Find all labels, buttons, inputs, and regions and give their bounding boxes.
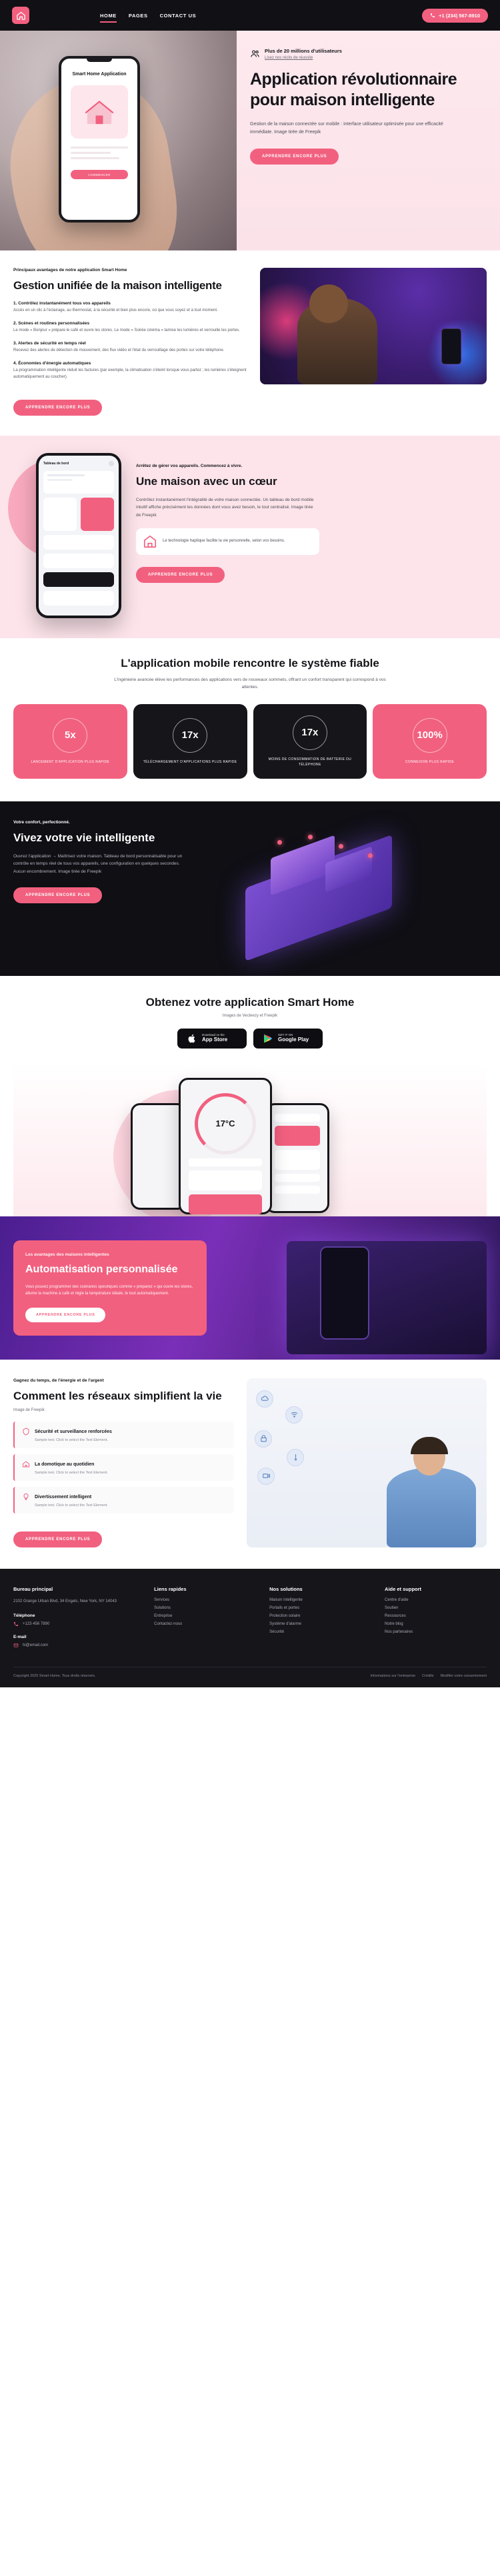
- networks-title: Comment les réseaux simplifient la vie: [13, 1389, 222, 1402]
- comfort-paragraph: Contrôlez instantanément l'intégralité de votre maison connectée. Un tableau de bord mobile intuitif affiche précisément les données dont vous avez besoin, le tout centralisé. Image tirée de Freepik: [136, 497, 314, 518]
- hero-image: [0, 31, 237, 250]
- living-paragraph: Ouvrez l'application → Maîtrisez votre maison. Tableau de bord personnalisable pour un contrôle en temps réel de tous vos appareils, une configuration en quelques secondes. Aucun encombrement. Image tirée de Freepik: [13, 854, 183, 874]
- accordion-title: Sécurité et surveillance renforcées: [35, 1429, 112, 1434]
- house-icon: [84, 99, 115, 125]
- google-play-button[interactable]: [253, 1029, 323, 1049]
- footer-link[interactable]: Solutions: [154, 1606, 171, 1611]
- comfort-content: [136, 453, 487, 618]
- stat-value: 5x: [53, 718, 87, 753]
- phone-card: [43, 471, 114, 494]
- footer-link[interactable]: Contactez-nous: [154, 1622, 183, 1627]
- footer-link[interactable]: Centre d'aide: [385, 1598, 409, 1603]
- footer-link[interactable]: Services: [154, 1598, 170, 1603]
- phone-header: [43, 461, 114, 466]
- features-cta-button[interactable]: APPRENDRE ENCORE PLUS: [13, 400, 102, 416]
- stats-section: [0, 638, 500, 801]
- stat-label: CONNEXION PLUS RAPIDE: [405, 759, 455, 764]
- feature-heading: 4. Économies d'énergie automatiques: [13, 360, 91, 366]
- footer-link[interactable]: Protection solaire: [269, 1614, 301, 1619]
- copyright-text: Copyright 2025 Smart Home. Tous droits réservés.: [13, 1673, 96, 1678]
- stat-label: LANCEMENT D'APPLICATION PLUS RAPIDE: [31, 759, 110, 764]
- showcase-row: [189, 1158, 262, 1166]
- wifi-icon: [285, 1406, 303, 1424]
- thermostat-icon: [287, 1449, 304, 1466]
- phone-avatar-dot: [109, 461, 114, 466]
- automation-paragraph: Vous pouvez programmer des scénarios spécifiques comme « préparez » qui ouvre les stores, allume la machine à café et règle la température idéale, le tout automatiquement.: [25, 1284, 193, 1296]
- app-store-small-label: Download on the: [202, 1033, 225, 1037]
- comfort-phone-mockup: [36, 453, 121, 618]
- phone-screen-title: Tableau de bord: [43, 461, 69, 466]
- isometric-house-illustration: [225, 820, 487, 953]
- comfort-eyebrow: Arrêtez de gérer vos appareils. Commencez à vivre.: [136, 463, 243, 468]
- feature-item: [13, 301, 248, 314]
- footer-column-support: [385, 1586, 487, 1652]
- site-footer: [0, 1569, 500, 1687]
- footer-link[interactable]: Ressources: [385, 1614, 406, 1619]
- features-title: Gestion unifiée de la maison intelligente: [13, 279, 222, 292]
- feature-item: [13, 341, 248, 354]
- hero-section: [0, 31, 500, 250]
- phone-notch: [87, 59, 112, 62]
- showcase-row: [275, 1186, 320, 1194]
- phone-row-dark: [43, 572, 114, 587]
- hero-phone-lines: [71, 147, 128, 159]
- stats-subtitle: L'ingénierie avancée élève les performances des applications vers de nouveaux sommets, offrant un confort transparent qui correspond à vos attentes.: [114, 677, 386, 689]
- features-photo: [260, 268, 487, 384]
- features-eyebrow: Principaux avantages de notre application Smart Home: [13, 268, 127, 272]
- main-nav: [100, 13, 196, 19]
- networks-credit[interactable]: Image de Freepik: [13, 1408, 45, 1413]
- networks-section: [0, 1360, 500, 1569]
- hero-content: [237, 31, 500, 250]
- accordion-item-security[interactable]: [13, 1422, 233, 1448]
- footer-column-quick-links: [154, 1586, 256, 1652]
- floating-icons: [253, 1390, 320, 1490]
- person-hair: [411, 1437, 448, 1454]
- camera-icon: [257, 1468, 275, 1485]
- footer-bottom: [13, 1667, 487, 1687]
- app-showcase: [13, 1063, 487, 1216]
- feature-item: [13, 321, 248, 334]
- stat-card: [253, 704, 367, 779]
- person-photo: [381, 1421, 481, 1547]
- phone-icon: [13, 1621, 19, 1627]
- feature-text: La programmation intelligente réduit les factures (par exemple, la climatisation s'éteint lorsque vous partez ; les lumières s'éteignent automatiquement au coucher).: [13, 368, 247, 379]
- hero-phone-artwork: [71, 85, 128, 139]
- networks-image: [247, 1378, 487, 1547]
- comfort-note-card: [136, 528, 319, 555]
- showcase-tile: [275, 1150, 320, 1170]
- living-eyebrow: Votre confort, perfectionné.: [13, 819, 70, 825]
- app-store-label: App Store: [202, 1037, 228, 1043]
- site-header: [0, 0, 500, 31]
- bulb-icon: [22, 1493, 30, 1501]
- hero-badge-subtitle[interactable]: Lisez nos récits de réussite: [265, 56, 313, 61]
- stat-value: 17x: [293, 715, 327, 750]
- showcase-tile: [189, 1170, 262, 1190]
- google-play-icon: [263, 1033, 273, 1044]
- hero-paragraph: Gestion de la maison connectée sur mobile : interface utilisateur optimisée pour une efficacité immédiate. Image tirée de Freepik: [250, 122, 443, 135]
- google-play-small-label: GET IT ON: [278, 1033, 293, 1037]
- hero-phone-mockup: [59, 56, 140, 222]
- phone-tile: [43, 498, 77, 531]
- networks-content: [13, 1378, 233, 1547]
- accordion-item-entertainment[interactable]: [13, 1487, 233, 1513]
- feature-heading: 1. Contrôlez instantanément tous vos appareils: [13, 301, 111, 306]
- footer-column-solutions: [269, 1586, 371, 1652]
- accordion-title: Divertissement intelligent: [35, 1494, 92, 1500]
- iso-pin: [339, 844, 343, 849]
- phone-icon: [430, 13, 435, 18]
- smart-home-card-icon: [143, 534, 157, 549]
- networks-eyebrow: Gagnez du temps, de l'énergie et de l'argent: [13, 1378, 104, 1383]
- iso-pin: [277, 840, 282, 845]
- automation-cta-button[interactable]: APPRENDRE ENCORE PLUS: [25, 1308, 105, 1322]
- accordion-item-home-automation[interactable]: [13, 1454, 233, 1481]
- google-play-label: Google Play: [278, 1037, 309, 1043]
- stat-label: TÉLÉCHARGEMENT D'APPLICATIONS PLUS RAPIDE: [143, 759, 237, 764]
- nav-item-contact[interactable]: CONTACT US: [159, 12, 197, 19]
- footer-address: 2102 Grange Urban Blvd, 34 Engels, New York, NY 14043: [13, 1599, 117, 1604]
- phone-tile-active: [81, 498, 114, 531]
- showcase-tile-active: [189, 1194, 262, 1214]
- footer-email-heading: E-mail: [13, 1634, 27, 1639]
- download-title: Obtenez votre application Smart Home: [145, 995, 355, 1009]
- footer-heading: Liens rapides: [154, 1586, 187, 1593]
- showcase-row: [275, 1174, 320, 1182]
- footer-link[interactable]: Entreprise: [154, 1614, 173, 1619]
- phone-row: [43, 535, 114, 550]
- footer-email[interactable]: [13, 1643, 141, 1648]
- users-icon: [250, 49, 260, 59]
- temperature-dial: 17°C: [195, 1093, 256, 1154]
- page-title: Application révolutionnaire pour maison intelligente: [250, 70, 457, 109]
- feature-text: Le mode « Bonjour » prépare le café et ouvre les stores. Le mode « Soirée cinéma » tamise les lumières et verrouille les portes.: [13, 328, 240, 333]
- header-phone-label: +1 (234) 567-8910: [439, 12, 480, 19]
- footer-link[interactable]: Notre blog: [385, 1622, 403, 1627]
- home-auto-icon: [22, 1460, 30, 1468]
- hero-badge: [250, 48, 485, 60]
- living-cta-button[interactable]: APPRENDRE ENCORE PLUS: [13, 887, 102, 903]
- feature-heading: 2. Scènes et routines personnalisées: [13, 321, 90, 326]
- networks-cta-button[interactable]: APPRENDRE ENCORE PLUS: [13, 1531, 102, 1547]
- feature-item: [13, 361, 248, 381]
- phone-illustration: [320, 1246, 369, 1340]
- feature-text: Accès en un clic à l'éclairage, au thermostat, à la sécurité et bien plus encore, où que vous soyez et à tout moment.: [13, 308, 218, 313]
- stat-value: 17x: [173, 718, 207, 753]
- person-shirt: [387, 1468, 476, 1547]
- stat-label: MOINS DE CONSOMMATION DE BATTERIE DU TÉLÉPHONE: [268, 757, 352, 767]
- download-section: [0, 976, 500, 1216]
- app-store-button[interactable]: [177, 1029, 247, 1049]
- accordion-text: Sample text. Click to select the Text Element.: [35, 1471, 108, 1476]
- download-credit[interactable]: Images de Vecteezy et Freepik: [222, 1013, 278, 1018]
- footer-phone[interactable]: [13, 1621, 141, 1627]
- accordion-title: La domotique au quotidien: [35, 1462, 95, 1467]
- automation-card: [13, 1240, 207, 1336]
- footer-link[interactable]: Nos partenaires: [385, 1630, 413, 1635]
- stat-value: 100%: [413, 718, 447, 753]
- footer-link[interactable]: Système d'alarme: [269, 1622, 301, 1627]
- footer-column-office: [13, 1586, 141, 1652]
- showcase-tile-active: [275, 1126, 320, 1146]
- footer-phone-heading: Téléphone: [13, 1613, 35, 1618]
- accordion-text: Sample text. Click to select the Text Element.: [35, 1438, 108, 1443]
- features-content: [13, 268, 248, 416]
- stats-grid: [13, 704, 487, 779]
- phone-tile-grid: [43, 498, 114, 531]
- living-section: [0, 801, 500, 976]
- footer-heading: Nos solutions: [269, 1586, 303, 1593]
- footer-link[interactable]: Maison intelligente: [269, 1598, 303, 1603]
- living-content: [13, 820, 213, 953]
- features-image: [260, 268, 487, 416]
- hero-cta-button[interactable]: APPRENDRE ENCORE PLUS: [250, 149, 339, 165]
- showcase-row: [275, 1114, 320, 1122]
- footer-bottom-link-credits[interactable]: Crédits: [422, 1673, 434, 1678]
- comfort-title: Une maison avec un cœur: [136, 474, 277, 488]
- shield-icon: [22, 1428, 30, 1436]
- comfort-note-text: Le technologie haptique facilite la vie personnelle, selon vos besoins.: [163, 539, 285, 544]
- footer-email-label: hi@email.com: [23, 1643, 49, 1647]
- iso-pin: [368, 853, 373, 858]
- living-title: Vivez votre vie intelligente: [13, 831, 155, 844]
- footer-heading: Bureau principal: [13, 1586, 53, 1593]
- lock-icon: [255, 1430, 272, 1448]
- cloud-icon: [256, 1390, 273, 1408]
- iso-pin: [308, 835, 313, 839]
- footer-link[interactable]: Portails et portes: [269, 1606, 300, 1611]
- automation-title: Automatisation personnalisée: [25, 1263, 178, 1275]
- laptop-illustration: [287, 1241, 487, 1354]
- feature-text: Recevez des alertes de détection de mouvement, des flux vidéo et l'état du verrouillage des portes sur votre téléphone.: [13, 348, 225, 353]
- nav-item-pages[interactable]: PAGES: [128, 12, 148, 19]
- footer-bottom-link-company[interactable]: Informations sur l'entreprise: [370, 1673, 416, 1678]
- home-logo-icon[interactable]: [12, 7, 29, 24]
- person-illustration: [297, 298, 377, 384]
- phone-illustration: [441, 328, 461, 364]
- footer-bottom-links: [370, 1674, 487, 1678]
- nav-item-home[interactable]: HOME: [100, 12, 117, 19]
- mail-icon: [13, 1643, 19, 1648]
- comfort-section: [0, 436, 500, 638]
- apple-icon: [187, 1033, 197, 1044]
- showcase-phone-right: [265, 1103, 329, 1213]
- phone-row: [43, 591, 114, 606]
- stat-card: [13, 704, 127, 779]
- features-section: [0, 250, 500, 436]
- footer-columns: [13, 1586, 487, 1652]
- hero-phone-title: Smart Home Application: [72, 72, 127, 77]
- footer-link[interactable]: Soutien: [385, 1606, 399, 1611]
- footer-heading: Aide et support: [385, 1586, 422, 1593]
- phone-row: [43, 554, 114, 568]
- showcase-phone-main: [179, 1078, 272, 1214]
- automation-section: [0, 1216, 500, 1360]
- accordion-text: Sample text. Click to select the Text Element.: [35, 1503, 108, 1508]
- header-phone-button[interactable]: [422, 9, 488, 23]
- automation-eyebrow: Les avantages des maisons intelligentes: [25, 1252, 109, 1257]
- hero-phone-button[interactable]: COMMENCER: [71, 170, 128, 179]
- feature-heading: 3. Alertes de sécurité en temps réel: [13, 341, 86, 346]
- store-buttons: [13, 1029, 487, 1049]
- comfort-cta-button[interactable]: APPRENDRE ENCORE PLUS: [136, 567, 225, 583]
- stats-title: L'application mobile rencontre le système fiable: [121, 656, 379, 669]
- footer-link[interactable]: Sécurité: [269, 1630, 285, 1635]
- stat-card: [133, 704, 247, 779]
- footer-bottom-link-consent[interactable]: Modifier votre consentement: [440, 1673, 487, 1678]
- footer-phone-label: +123 456 7890: [23, 1621, 50, 1626]
- hero-badge-title: Plus de 20 millions d'utilisateurs: [265, 48, 342, 54]
- stat-card: [373, 704, 487, 779]
